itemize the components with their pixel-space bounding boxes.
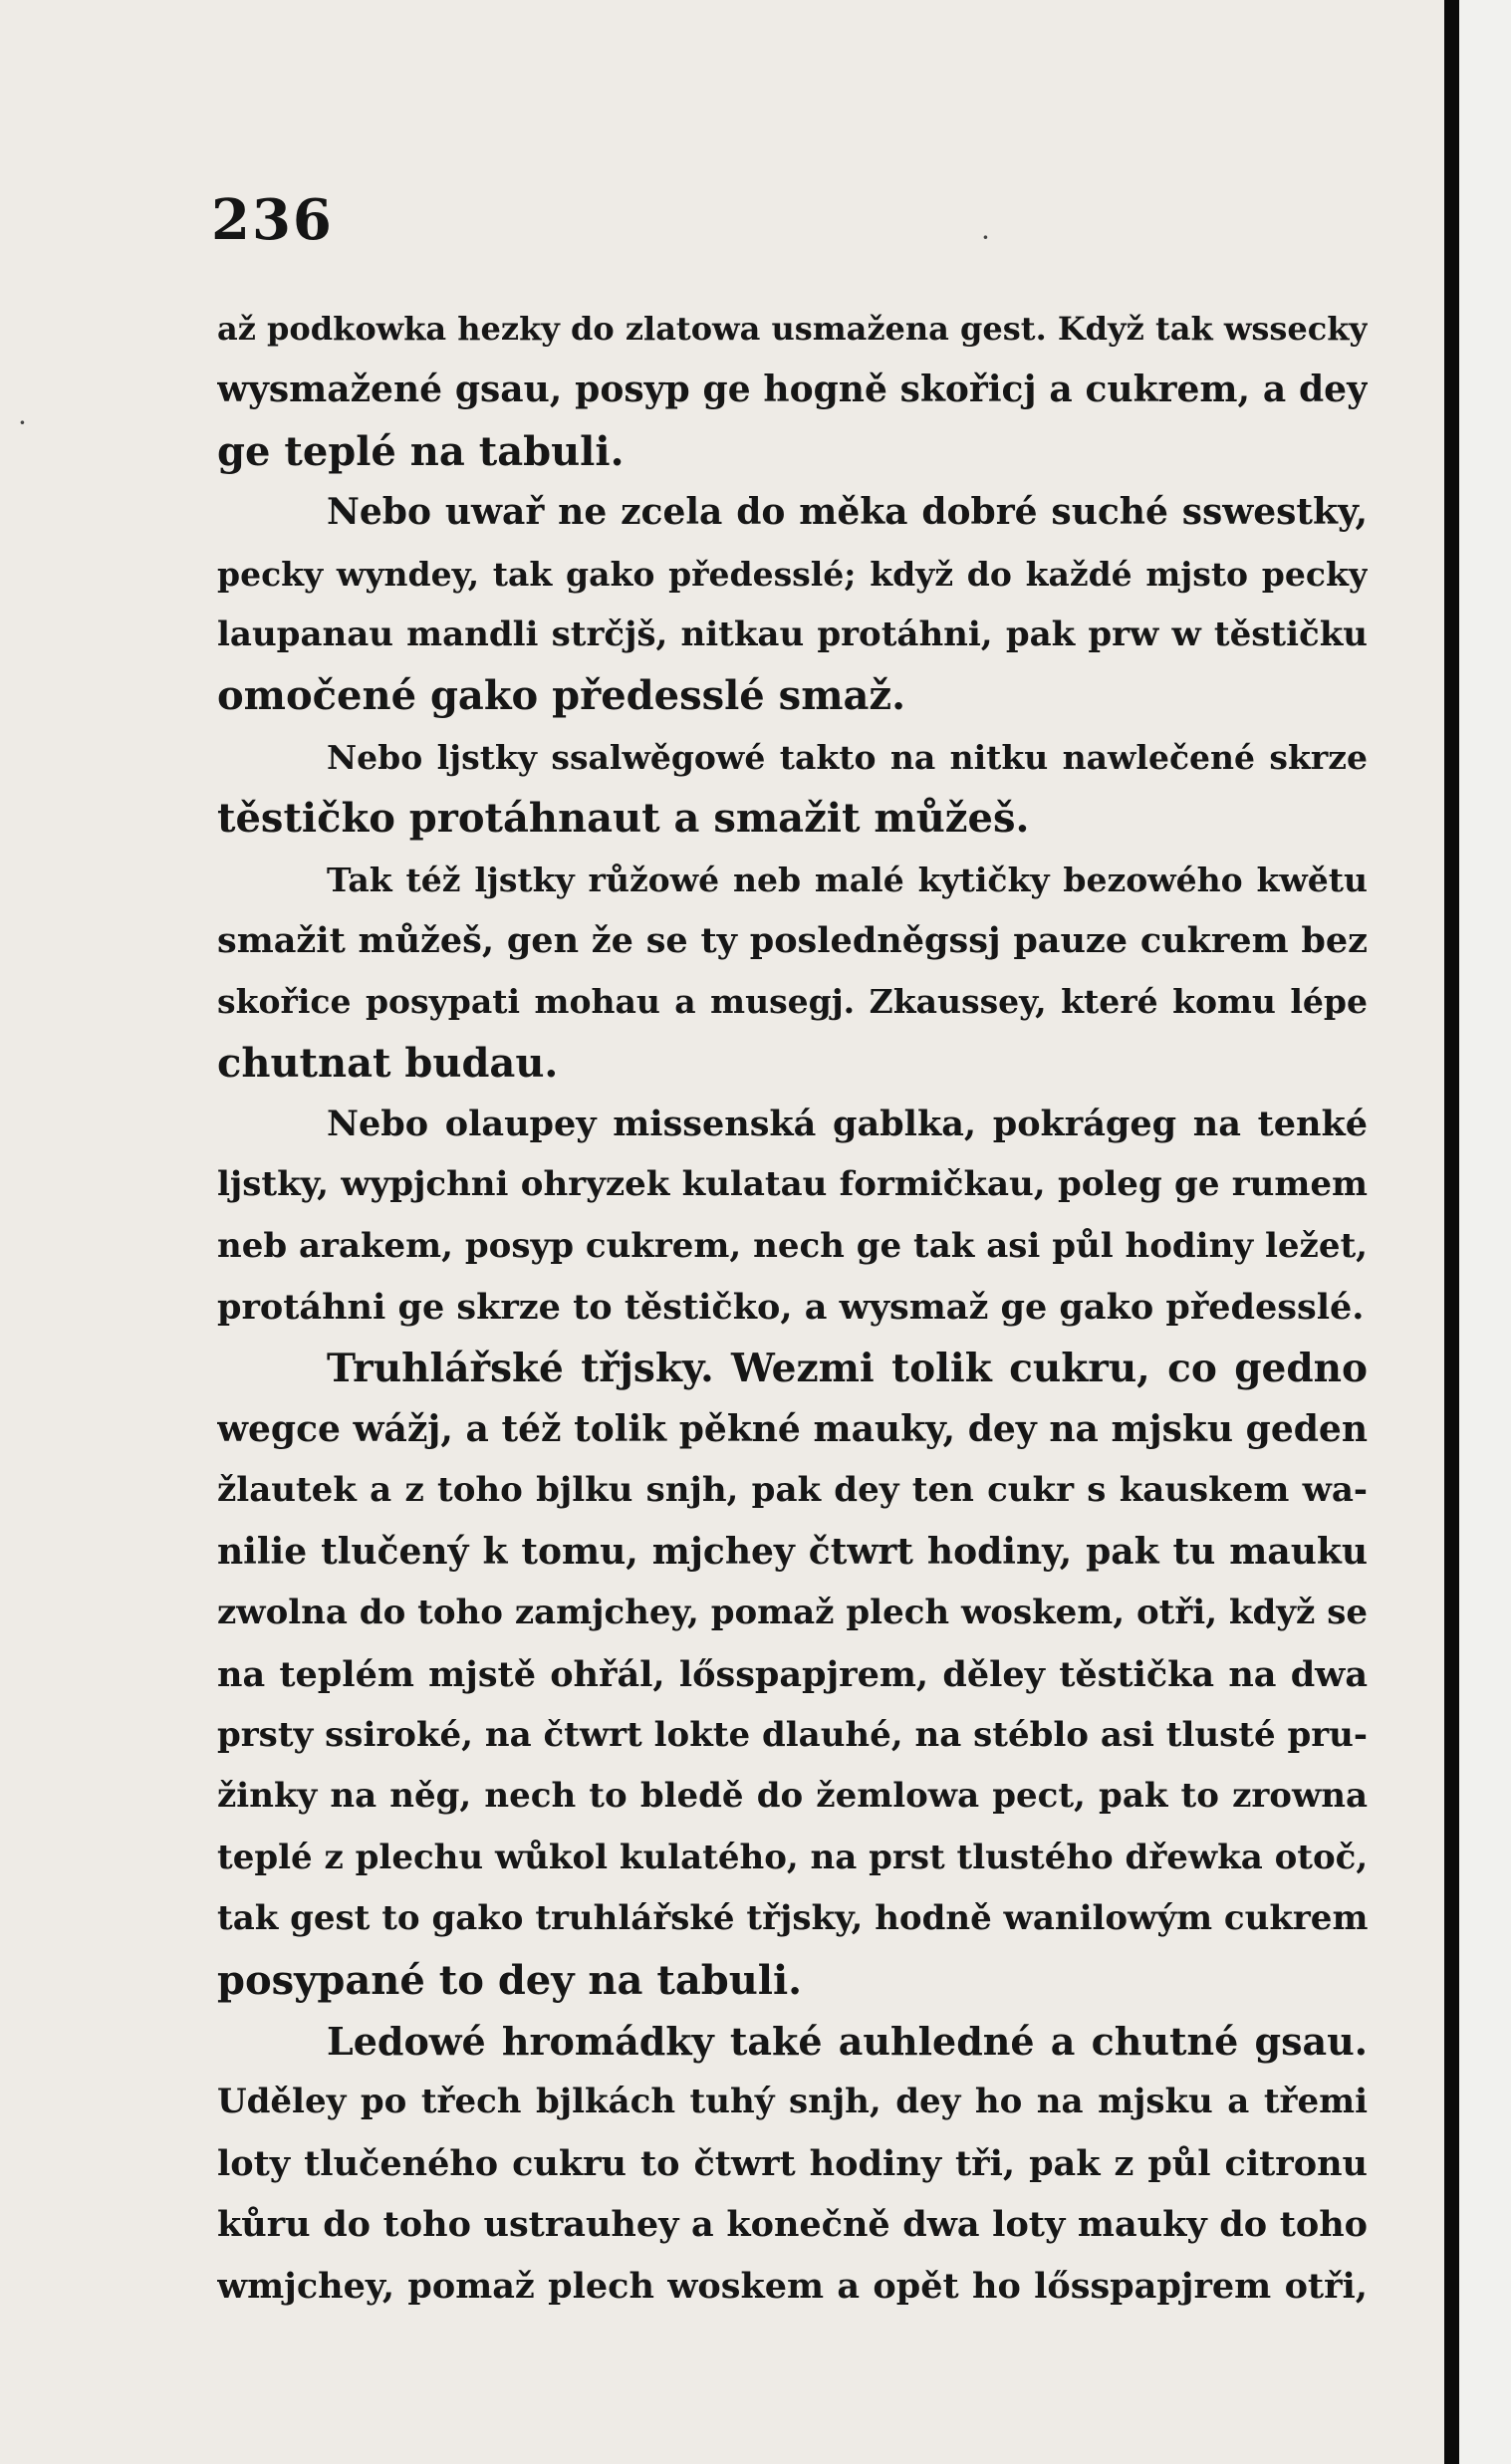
text-line: Nebo olaupey missenská gablka, pokrágeg na tenké bbox=[327, 1104, 1368, 1145]
text-line: žlautek a z toho bjlku snjh, pak dey ten cukr s kauskem wa- bbox=[217, 1470, 1368, 1511]
text-line: nilie tlučený k tomu, mjchey čtwrt hodiny, pak tu mauku bbox=[217, 1530, 1368, 1573]
body-text bbox=[217, 299, 1368, 2317]
text-line: smažit můžeš, gen že se ty posledněgssj pauze cukrem bez bbox=[217, 919, 1368, 961]
ink-speck: · bbox=[981, 221, 990, 254]
text-line: pecky wyndey, tak gako předesslé; když do každé mjsto pecky bbox=[217, 554, 1368, 594]
text-line: kůru do toho ustrauhey a konečně dwa loty mauky do toho bbox=[217, 2204, 1368, 2246]
text-line: wegce wážj, a též tolik pěkné mauky, dey na mjsku geden bbox=[217, 1408, 1368, 1451]
text-line: protáhni ge skrze to těstičko, a wysmaž ge gako předesslé. bbox=[217, 1287, 1365, 1329]
text-line: ljstky, wypjchni ohryzek kulatau formičkau, poleg ge rumem bbox=[217, 1164, 1368, 1205]
page-number: 236 bbox=[211, 187, 334, 253]
text-line: Nebo uwař ne zcela do měka dobré suché sswestky, bbox=[327, 491, 1368, 534]
text-line: na teplém mjstě ohřál, lősspapjrem, děley těstička na dwa bbox=[217, 1653, 1368, 1695]
text-line: Tak též ljstky růžowé neb malé kytičky bezowého kwětu bbox=[327, 860, 1368, 899]
text-line: zwolna do toho zamjchey, pomaž plech woskem, otři, když se bbox=[217, 1593, 1368, 1633]
text-line: laupanau mandli strčjš, nitkau protáhni, pak prw w těstičku bbox=[217, 614, 1368, 654]
text-line: Uděley po třech bjlkách tuhý snjh, dey ho na mjsku a třemi bbox=[217, 2082, 1368, 2122]
text-line: až podkowka hezky do zlatowa usmažena gest. Když tak wssecky bbox=[217, 310, 1368, 348]
text-line: tak gest to gako truhlářské třjsky, hodně wanilowým cukrem bbox=[217, 1898, 1368, 1939]
text-line: žinky na něg, nech to bledě do žemlowa pect, pak to zrowna bbox=[217, 1776, 1368, 1817]
text-line: chutnat budau. bbox=[217, 1039, 559, 1087]
text-line: Ledowé hromádky také auhledné a chutné gsau. bbox=[327, 2018, 1368, 2064]
text-line: těstičko protáhnaut a smažit můžeš. bbox=[217, 795, 1030, 843]
text-line: wysmažené gsau, posyp ge hogně skořicj a cukrem, a dey bbox=[217, 369, 1368, 411]
text-line: wmjchey, pomaž plech woskem a opět ho lősspapjrem otři, bbox=[217, 2265, 1368, 2307]
text-line: omočené gako předesslé smaž. bbox=[217, 672, 906, 720]
adjacent-page-edge bbox=[1459, 0, 1511, 2464]
text-line: posypané to dey na tabuli. bbox=[217, 1956, 803, 2004]
text-line: loty tlučeného cukru to čtwrt hodiny tři, pak z půl citronu bbox=[217, 2142, 1368, 2184]
ink-speck: · bbox=[18, 406, 27, 439]
text-line: skořice posypati mohau a musegj. Zkaussey, které komu lépe bbox=[217, 982, 1368, 1022]
text-line: neb arakem, posyp cukrem, nech ge tak asi půl hodiny ležet, bbox=[217, 1225, 1368, 1266]
text-line: prsty ssiroké, na čtwrt lokte dlauhé, na stéblo asi tlusté pru- bbox=[217, 1714, 1368, 1755]
text-line: ge teplé na tabuli. bbox=[217, 427, 625, 475]
text-line: teplé z plechu wůkol kulatého, na prst tlustého dřewka otoč, bbox=[217, 1837, 1368, 1877]
text-line: Nebo ljstky ssalwěgowé takto na nitku nawlečené skrze bbox=[327, 737, 1368, 777]
text-line: Truhlářské třjsky. Wezmi tolik cukru, co gedno bbox=[327, 1345, 1368, 1391]
